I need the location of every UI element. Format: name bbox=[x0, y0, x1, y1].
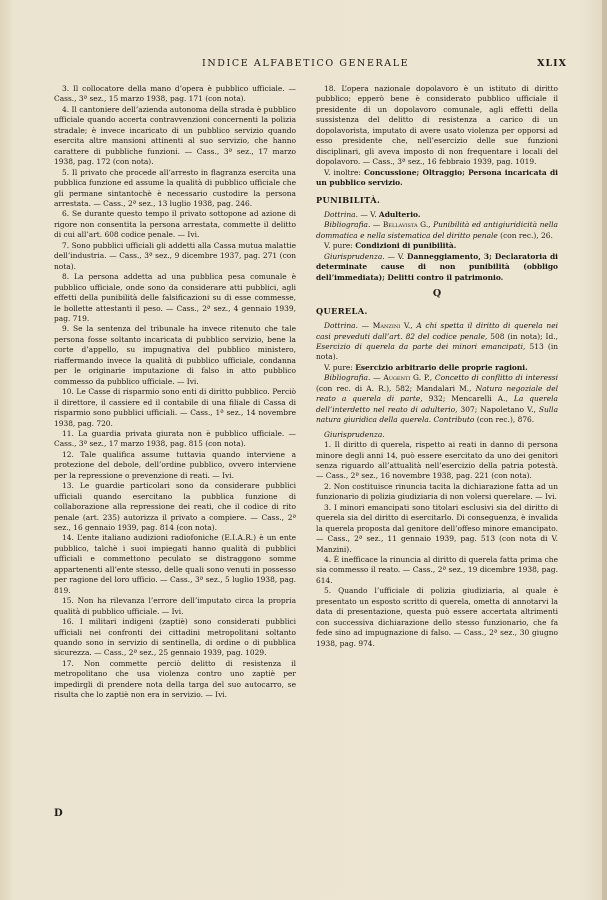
label-bibliografia-q: Bibliografia. bbox=[324, 373, 371, 383]
heading-querela: QUERELA. bbox=[316, 305, 368, 316]
querela-biblio-c: (con rec. di A. R.), 582; Mandalari M., bbox=[316, 383, 476, 393]
see-also-line bbox=[316, 168, 558, 189]
entry-13: 13. Le guardie particolari sono da considerare pubblici ufficiali quando esercitano la pubblica funzione di collaborazione alla repressione dei reati, che il codice di rito penale (art. 235) autorizza il privato a compiere. — Cass., 2ª sez., 16 gennaio 1939, pag. 814 (con nota). bbox=[54, 481, 296, 533]
label-dottrina-q: Dottrina. bbox=[324, 321, 358, 331]
page-number: XLIX bbox=[537, 58, 567, 69]
entry-9: 9. Se la sentenza del tribunale ha invece ritenuto che tale persona fosse soltanto incaricata di pubblico servizio, bene la corte d’appello, su impugnativa del pubblico ministero, riaffermando invece la qualità di pubblico ufficiale, condanna per le originarie imputazione di falso in atto pubblico commesso da pubblico ufficiale. — Ivi. bbox=[54, 324, 296, 386]
header-title: INDICE ALFABETICO GENERALE bbox=[202, 58, 410, 69]
punibilita-bibliografia bbox=[316, 220, 558, 241]
querela-dottrina-d: Esercizio di querela da parte dei minori emancipati bbox=[316, 341, 523, 351]
entry-7: 7. Sono pubblici ufficiali gli addetti alla Cassa mutua malattie dell’industria. — Cass., 3ª sez., 9 dicembre 1937, pag. 271 (con nota). bbox=[54, 240, 296, 271]
punibilita-vpure bbox=[316, 241, 558, 251]
see-also-lead: V. inoltre: bbox=[324, 167, 364, 177]
querela-giurisprudenza-label bbox=[316, 430, 558, 440]
entry-16: 16. I militari indigeni (zaptiè) sono considerati pubblici ufficiali nei confronti dei cittadini metropolitani soltanto quando sono in servizio di sentinella, di ordine o di pubblica sicurezza. — Cass., 2ª sez., 25 gennaio 1939, pag. 1029. bbox=[54, 617, 296, 658]
querela-entry-3: 3. I minori emancipati sono titolari esclusivi sia del diritto di querela sia del diritto di esercitarlo. Di conseguenza, è invalida la querela proposta dal genitore dell’offeso minore emancipato. — Cass., 2ª sez., 11 gennaio 1939, pag. 513 (con nota di V. Manzini). bbox=[316, 502, 558, 554]
running-header bbox=[52, 58, 579, 74]
querela-biblio-f: La querela dell’interdetto nel reato di adulterio bbox=[316, 394, 558, 414]
entry-15: 15. Non ha rilevanza l’errore dell’imputato circa la propria qualità di pubblico ufficiale. — Ivi. bbox=[54, 596, 296, 616]
querela-biblio-h: Sulla natura giuridica della querela. Contributo bbox=[316, 404, 558, 425]
punibilita-dottrina-ref: Adulterio. bbox=[378, 209, 421, 219]
label-giurisprudenza-q: Giurisprudenza. bbox=[324, 429, 385, 439]
entry-18: 18. L’opera nazionale dopolavoro è un istituto di diritto pubblico; epperò bene è considerato pubblico ufficiale il presidente di un dopolavoro comunale, agli effetti della sussistenza del delitto di resistenza a carico di un dopolavorista, imputato di avere usato violenza per opporsi ad esso presidente che, nell’esercizio delle sue funzioni disciplinari, gli aveva imposto di non frequentare i locali del dopolavoro. — Cass., 3ª sez., 16 febbraio 1939, pag. 1019. bbox=[316, 84, 558, 167]
punibilita-biblio-title: Punibilità ed antigiuridicità nella dommatica e nella sistematica del diritto penale bbox=[316, 220, 558, 240]
punibilita-biblio-author: — Bellavista G., bbox=[370, 220, 434, 230]
punibilita-dottrina bbox=[316, 210, 558, 220]
punibilita-giurisprudenza bbox=[316, 252, 558, 283]
querela-bibliografia bbox=[316, 373, 558, 425]
entry-3: 3. Il collocatore della mano d’opera è pubblico ufficiale. — Cass., 3ª sez., 15 marzo 1938, pag. 171 (con nota). bbox=[54, 84, 296, 104]
entry-8: 8. La persona addetta ad una pubblica pesa comunale è pubblico ufficiale, onde sono da considerare atti pubblici, agli effetti della punibilità delle falsificazioni su di esse commesse, le bollette attestanti il peso. — Cass., 2ª sez., 4 gennaio 1939, pag. 719. bbox=[54, 272, 296, 323]
entry-14: 14. L’ente italiano audizioni radiofoniche (E.I.A.R.) è un ente pubblico, talchè i suoi impiegati hanno qualità di pubblici ufficiali e commettono peculato se distraggono somme appartenenti all’ente stesso, delle quali sono venuti in possesso per ragione del loro ufficio. — Cass., 3ª sez., 5 luglio 1938, pag. 819. bbox=[54, 533, 296, 595]
punibilita-biblio-rest: (con rec.), 26. bbox=[497, 230, 553, 240]
entry-12: 12. Tale qualifica assume tuttavia quando interviene a protezione del debole, dell’ordine pubblico, ovvero interviene per la repressione o prevenzione di reati. — Ivi. bbox=[54, 449, 296, 480]
entry-4: 4. Il cantoniere dell’azienda autonoma della strada è pubblico ufficiale quando accerta contravvenzioni concernenti la polizia stradale; è invece incaricato di un pubblico servizio quando esercita altre mansioni attinenti al suo servizio, che hanno carattere di pubbliche funzioni. — Cass., 3ª sez., 17 marzo 1938, pag. 172 (con nota). bbox=[54, 104, 296, 167]
heading-punibilita: PUNIBILITÀ. bbox=[316, 194, 381, 205]
querela-biblio-b: Concetto di conflitto di interessi bbox=[434, 373, 559, 383]
querela-vpure-ref: Esercizio arbitrario delle proprie ragioni. bbox=[355, 362, 528, 372]
querela-vpure-lead: V. pure: bbox=[324, 362, 356, 372]
label-dottrina: Dottrina. bbox=[324, 209, 358, 219]
punibilita-vpure-ref: Condizioni di punibilità. bbox=[355, 241, 457, 251]
label-giurisprudenza: Giurisprudenza. bbox=[324, 251, 385, 261]
querela-dottrina bbox=[316, 321, 558, 363]
querela-dottrina-e: , 513 (in nota). bbox=[316, 341, 559, 362]
entry-10: 10. Le Casse di risparmio sono enti di diritto pubblico. Perciò il direttore, il cassiere ed il contabile di una filiale di Cassa di risparmio sono pubblici ufficiali. — Cass., 1ª sez., 14 novembre 1938, pag. 720. bbox=[54, 387, 296, 428]
right-column bbox=[316, 84, 558, 649]
entry-11: 11. La guardia privata giurata non è pubblico ufficiale. — Cass., 3ª sez., 17 marzo 1938, pag. 815 (con nota). bbox=[54, 428, 296, 449]
punibilita-vpure-lead: V. pure: bbox=[324, 241, 356, 251]
punibilita-dottrina-sep: — V. bbox=[357, 209, 379, 219]
querela-biblio-i: (con rec.), 876. bbox=[474, 415, 535, 425]
querela-biblio-d: Natura negoziale del reato a querela di parte bbox=[316, 383, 558, 404]
signature-mark: D bbox=[54, 808, 63, 819]
querela-biblio-a: — Augenti G. P., bbox=[370, 373, 435, 383]
punibilita-giur-refs: Danneggiamento, 3; Declaratoria di determinate cause di non punibilità (obbligo dell’immediata); Delitti contro il patrimonio. bbox=[316, 251, 559, 282]
querela-vpure bbox=[316, 363, 558, 373]
entry-5: 5. Il privato che procede all’arresto in flagranza esercita una pubblica funzione ed assume la qualità di pubblico ufficiale che gli permane sintantochè è necessario custodire la persona arrestata. — Cass., 2ª sez., 13 luglio 1938, pag. 246. bbox=[54, 167, 296, 208]
querela-biblio-g: , 307; Napoletano V., bbox=[455, 404, 539, 414]
label-bibliografia: Bibliografia. bbox=[324, 220, 371, 230]
querela-biblio-e: , 932; Mencarelli A., bbox=[420, 394, 514, 404]
querela-entry-5: 5. Quando l’ufficiale di polizia giudiziaria, al quale è presentato un esposto scritto di querela, ometta di annotarvi la data di presentazione, questa può essere accertata altrimenti con successiva dichiarazione dello stesso funzionario, che fa fede sino ad impugnazione di falso. — Cass., 2ª sez., 30 giugno 1938, pag. 974. bbox=[316, 586, 558, 648]
punibilita-giur-sep: — V. bbox=[384, 251, 407, 261]
entry-17: 17. Non commette perciò delitto di resistenza il metropolitano che usa violenza contro uno zaptiè per impedirgli di prendere nota della targa del suo autocarro, se risulta che lo zaptiè non era in servizio. — Ivi. bbox=[54, 658, 296, 700]
entry-6: 6. Se durante questo tempo il privato sottopone ad azione di rigore non consentita la persona arrestata, commette il delitto di cui all’art. 608 codice penale. — Ivi. bbox=[54, 209, 296, 240]
querela-entry-2: 2. Non costituisce rinuncia tacita la dichiarazione fatta ad un funzionario di polizia giudiziaria di non volersi querelare. — Ivi. bbox=[316, 481, 558, 502]
querela-entry-4: 4. È inefficace la rinuncia al diritto di querela fatta prima che sia commesso il reato. — Cass., 2ª sez., 19 dicembre 1938, pag. 614. bbox=[316, 555, 558, 585]
letter-heading-q: Q bbox=[432, 288, 442, 300]
querela-entry-1: 1. Il diritto di querela, rispetto ai reati in danno di persona minore degli anni 14, può essere esercitato da uno dei genitori senza riguardo all’attualità nell’esercizio della patria potestà. — Cass., 2ª sez., 16 novembre 1938, pag. 221 (con nota). bbox=[316, 440, 558, 481]
page-edge-shadow bbox=[602, 0, 607, 900]
querela-dottrina-b: A chi spetta il diritto di querela nei casi preveduti dall’art. 82 del codice penale bbox=[316, 321, 559, 341]
querela-dottrina-c: , 508 (in nota); Id., bbox=[484, 331, 558, 341]
left-column bbox=[54, 84, 296, 701]
querela-dottrina-a: — Manzini V., bbox=[357, 321, 417, 331]
see-also-refs: Concussione; Oltraggio; Persona incaricata di un pubblico servizio. bbox=[316, 167, 558, 188]
